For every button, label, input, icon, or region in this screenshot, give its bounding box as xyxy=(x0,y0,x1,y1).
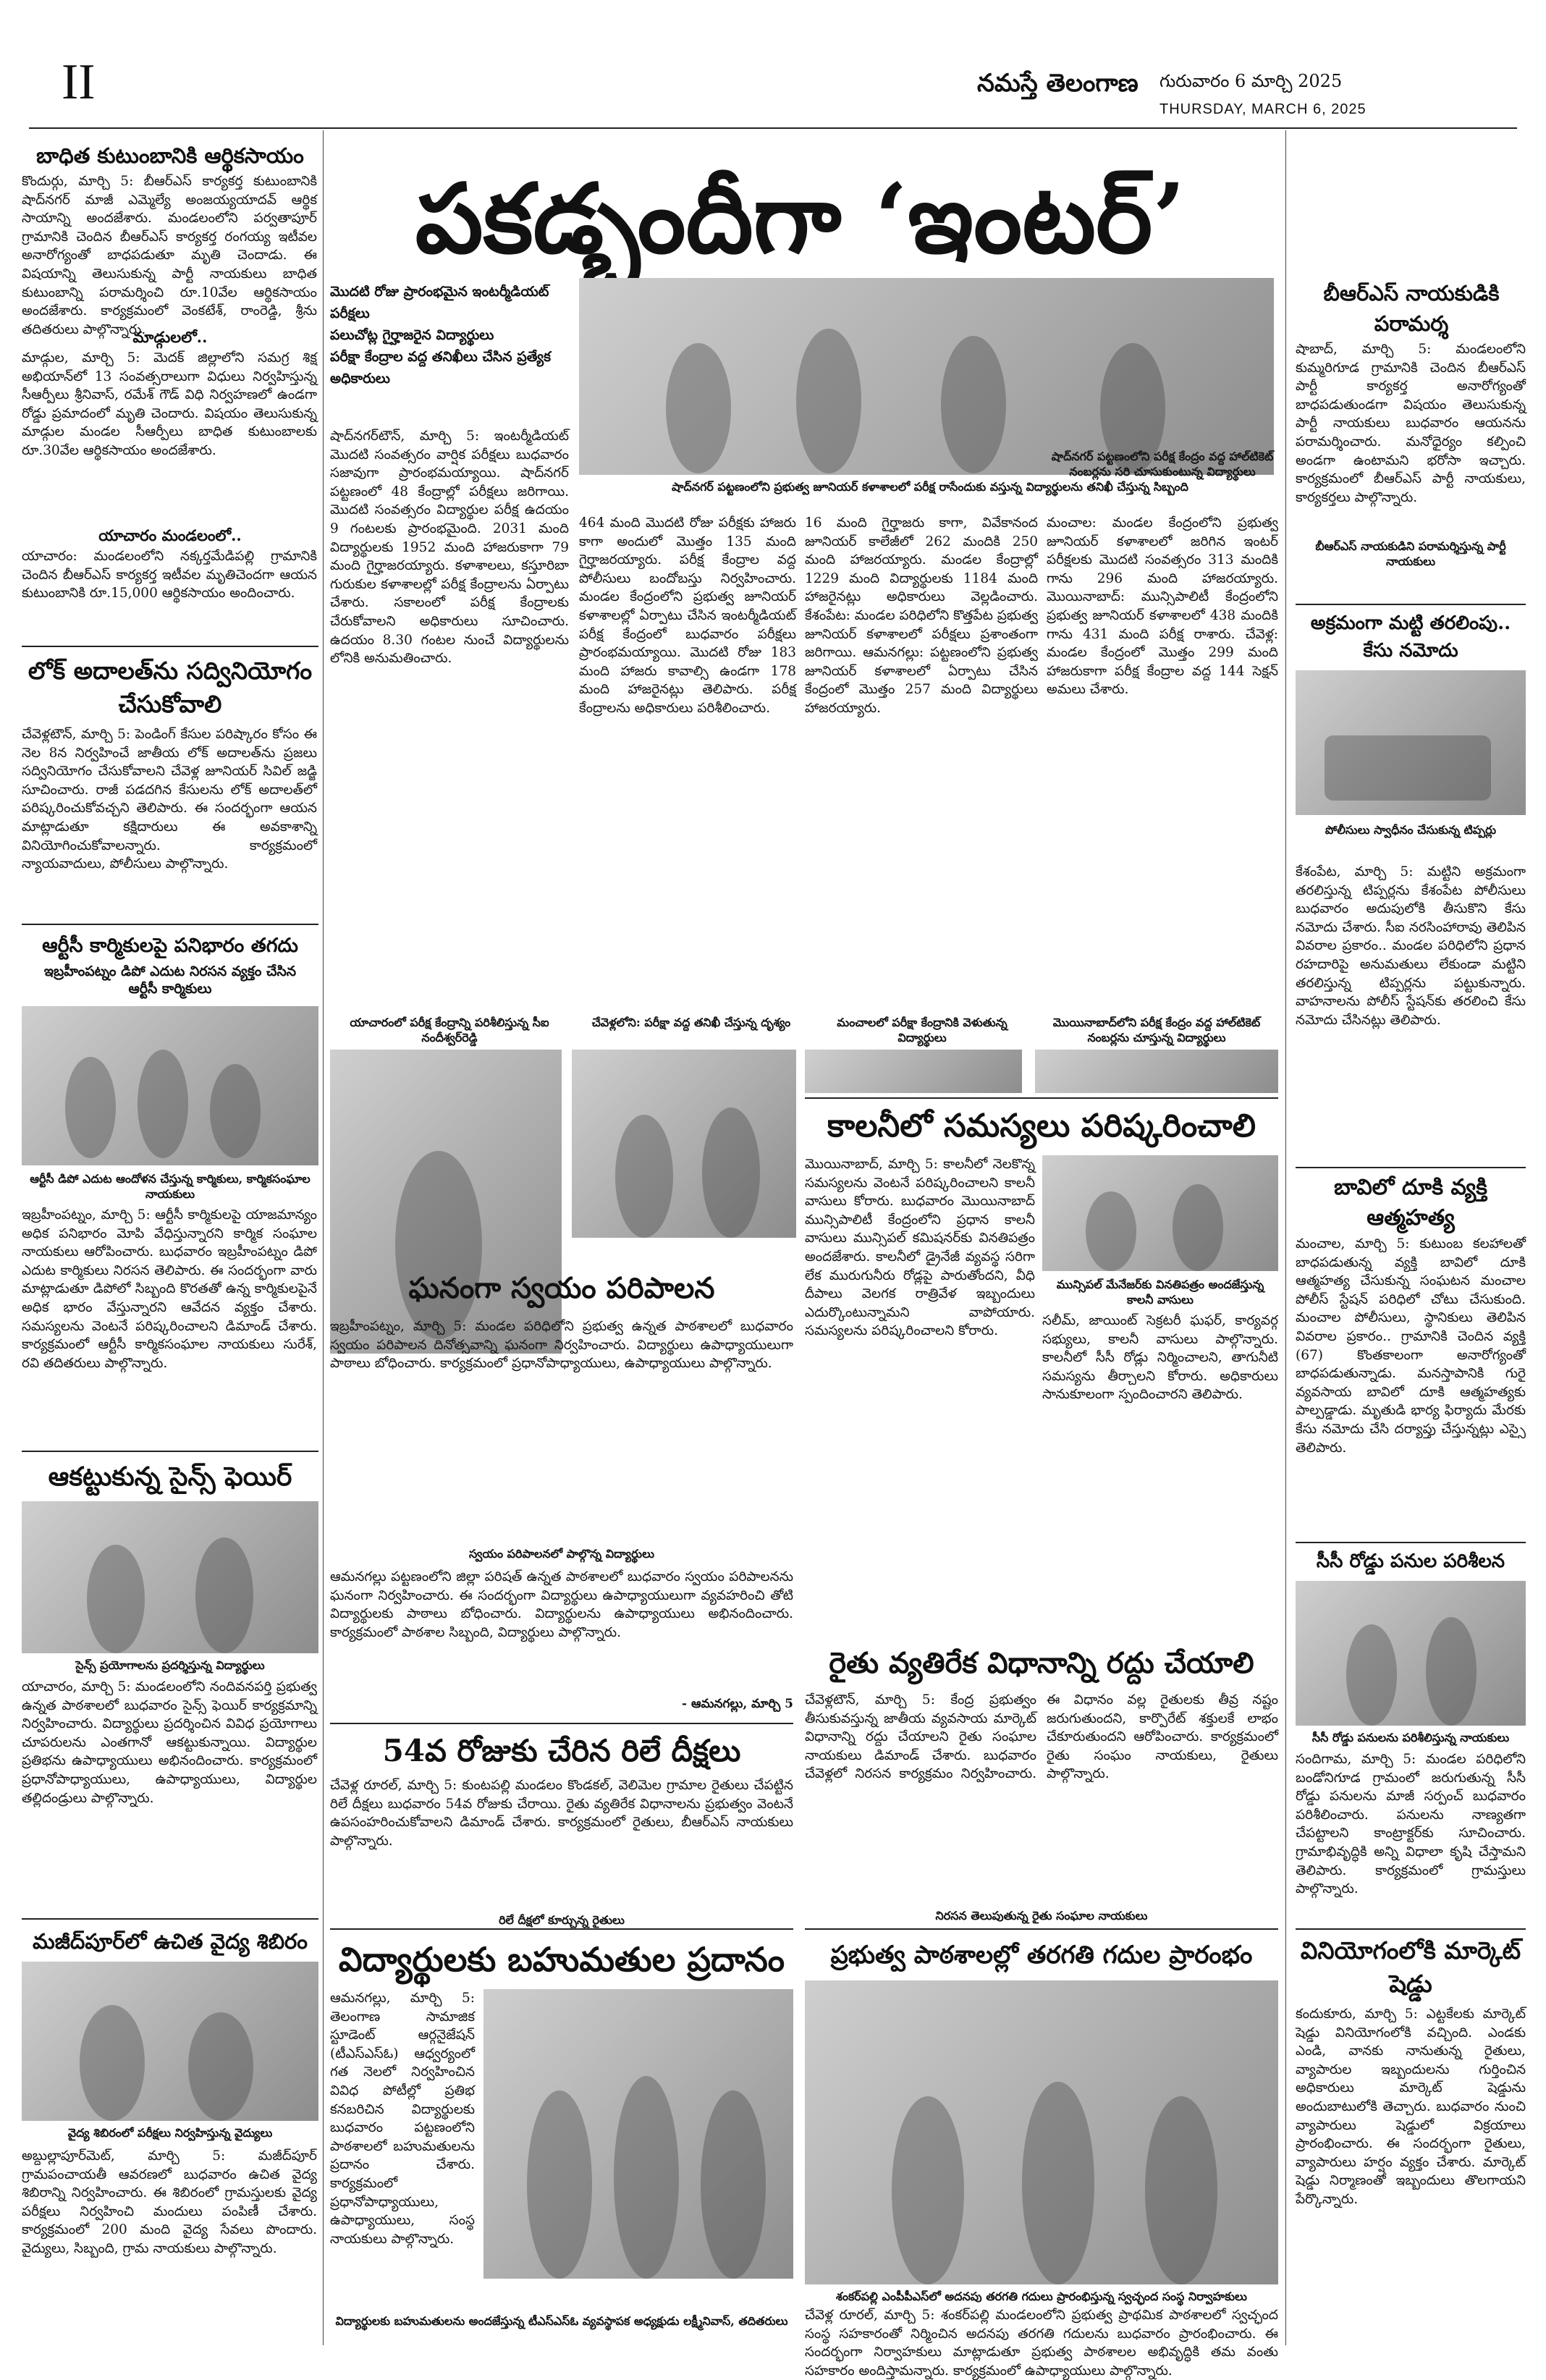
photo-student-prizes xyxy=(483,1989,793,2279)
caption-shadnagar-check: షాద్‌నగర్ పట్టణంలోని ప్రభుత్వ జూనియర్ కళాశాలలో పరీక్ష రాసేందుకు వస్తున్న విద్యార్థులను తనిఖీ చేస్తున్న సిబ్బంది xyxy=(672,480,1188,494)
lead-headline: పకడ్బందీగా ‘ఇంటర్’ xyxy=(415,163,1186,275)
article-relay-protest: చేవెళ్ల రూరల్, మార్చి 5: కుంటపల్లి మండలం కొండకల్, వెలిమెల గ్రామాల రైతులు చేపట్టిన రిలే దీక్షలు బుధవారం 54వ రోజుకు చేరాయి. రైతు వ్యతిరేక విధానాలను ప్రభుత్వం వెంటనే ఉపసంహరించుకోవాలని డిమాండ్ చేశారు. కార్యక్రమంలో రైతులు, బీఆర్ఎస్ నాయకులు పాల్గొన్నారు. xyxy=(330,1778,793,1849)
credit-self-governance: - ఆమనగల్లు, మార్చి 5 xyxy=(682,1697,793,1711)
article-farmer-policy: చేవెళ్లటౌన్, మార్చి 5: కేంద్ర ప్రభుత్వం తీసుకువస్తున్న జాతీయ వ్యవసాయ మార్కెట్ విధానాన్ని రద్దు చేయాలని రైతు సంఘాల నాయకులు డిమాండ్ చేశారు. బుధవారం చేవెళ్లలో నిరసన కార్యక్రమం నిర్వహించారు. ఈ విధానం వల్ల రైతులకు తీవ్ర నష్టం జరుగుతుందని, కార్పొరేట్ శక్తులకే లాభం చేకూరుతుందని ఆరోపించారు. కార్యక్రమంలో రైతు సంఘం నాయకులు, రైతులు పాల్గొన్నారు. xyxy=(805,1692,1278,1782)
left-column-divider xyxy=(323,130,324,2345)
caption-science-fair: సైన్స్ ప్రయోగాలను ప్రదర్శిస్తున్న విద్యార్థులు xyxy=(75,1658,265,1672)
caption-colony-petition: మున్సిపల్ మేనేజర్‌కు వినతిపత్రం అందజేస్తున్న కాలనీ వాసులు xyxy=(1056,1278,1264,1307)
article-science-fair: యాచారం, మార్చి 5: మండలంలోని నందివనపర్తి ప్రభుత్వ ఉన్నత పాఠశాలలో బుధవారం సైన్స్ ఫెయిర్ కార్యక్రమాన్ని నిర్వహించారు. విద్యార్థులు ప్రదర్శించిన వివిధ ప్రయోగాలు చూపరులను ఎంతగానో ఆకట్టుకున్నాయి. విద్యార్థుల ప్రతిభను ఉపాధ్యాయులు అభినందించారు. కార్యక్రమంలో ప్రధానోపాధ్యాయులు, ఉపాధ్యాయులు, విద్యార్థుల తల్లిదండ్రులు పాల్గొన్నారు. xyxy=(22,1679,317,1806)
photo-medical-camp xyxy=(22,1962,318,2121)
article-rtc-workers: ఇబ్రహీంపట్నం, మార్చి 5: ఆర్టీసీ కార్మికులపై యాజమాన్యం అధిక పనిభారం మోపి వేధిస్తున్నారని కార్మిక సంఘాల నాయకులు ఆరోపించారు. బుధవారం ఇబ్రహీంపట్నం డిపో ఎదుట కార్మికులు నిరసన తెలిపారు. ఈ సందర్భంగా వారు మాట్లాడుతూ డిపోలో సిబ్బంది కొరతతో ఉన్న కార్మికులపైనే అధిక భారం వేస్తున్నారని ఆవేదన వ్యక్తం చేశారు. సమస్యలను వెంటనే పరిష్కరించాలని డిమాండ్ చేశారు. కార్యక్రమంలో ఆర్టీసీ కార్మికసంఘాల నాయకులు సురేశ్, రవి తదితరులు పాల్గొన్నారు. xyxy=(22,1207,317,1371)
separator xyxy=(805,1097,1278,1099)
article-yacharam: యాచారం: మండలంలోని నక్కర్తమేడిపల్లి గ్రామానికి చెందిన బీఆర్ఎస్ కార్యకర్త ఇటీవల మృతిచెందగా ఆయన కుటుంబానికి రూ.15,000 ఆర్థికసాయం అందించారు. xyxy=(22,549,317,602)
photo-chevella-exam xyxy=(572,1050,796,1238)
article-self-governance-amangal: ఆమనగల్లు పట్టణంలోని జిల్లా పరిషత్ ఉన్నత పాఠశాలలో బుధవారం స్వయం పరిపాలనను ఘనంగా నిర్వహించారు. ఈ సందర్భంగా విద్యార్థులు ఉపాధ్యాయులుగా వ్యవహరించి తోటి విద్యార్థులకు పాఠాలు బోధించారు. విద్యార్థులను ఉపాధ్యాయులు అభినందించారు. కార్యక్రమంలో పాఠశాల సిబ్బంది, విద్యార్థులు పాల్గొన్నారు. xyxy=(330,1569,793,1640)
article-classrooms: చేవెళ్ల రూరల్, మార్చి 5: శంకర్‌పల్లి మండలంలోని ప్రభుత్వ ప్రాథమిక పాఠశాలలో స్వచ్ఛంద సంస్థ సహకారంతో నిర్మించిన అదనపు తరగతి గదులను బుధవారం ప్రారంభించారు. ఈ సందర్భంగా నిర్వాహకులు మాట్లాడుతూ ప్రభుత్వ పాఠశాలల అభివృద్ధికి తమ వంతు సహకారం అందిస్తామన్నారు. కార్యక్రమంలో ఉపాధ్యాయులు పాల్గొన్నారు. xyxy=(805,2308,1278,2379)
separator xyxy=(1296,604,1526,605)
photo-rtc-protest xyxy=(22,1006,318,1165)
caption-shadnagar-hallticket: షాద్‌నగర్ పట్టణంలోని పరీక్ష కేంద్రం వద్ద హాల్‌టికెట్ నంబర్లను సరి చూసుకుంటున్న విద్యార్థులు xyxy=(1051,450,1274,478)
masthead: నమస్తే తెలంగాణ xyxy=(977,69,1139,98)
headline-colony-issues: కాలనీలో సమస్యలు పరిష్కరించాలి xyxy=(827,1107,1256,1144)
caption-brs-visit: బీఆర్ఎస్ నాయకుడిని పరామర్శిస్తున్న పార్టీ నాయకులు xyxy=(1315,539,1506,568)
caption-farmer-policy: నిరసన తెలుపుతున్న రైతు సంఘాల నాయకులు xyxy=(935,1909,1148,1923)
headline-financial-aid: బాధిత కుటుంబానికి ఆర్థికసాయం xyxy=(36,143,304,168)
caption-manchala-exam: మంచాలలో పరీక్షా కేంద్రానికి వెళుతున్న విద్యార్థులు xyxy=(837,1016,1008,1045)
headline-lok-adalat: లోక్ అదాలత్‌ను సద్వినియోగం చేసుకోవాలి xyxy=(28,657,313,718)
photo-moinabad-exam xyxy=(1035,1050,1278,1093)
separator xyxy=(805,1928,1278,1930)
headline-market-shed: వినియోగంలోకి మార్కెట్ షెడ్డు xyxy=(1300,1936,1521,1998)
header-rule xyxy=(29,127,1517,129)
article-self-governance: ఇబ్రహీంపట్నం, మార్చి 5: మండల పరిధిలోని ప్రభుత్వ ఉన్నత పాఠశాలలో బుధవారం స్వయం పరిపాలన దినోత్సవాన్ని ఘనంగా నిర్వహించారు. విద్యార్థులు ఉపాధ్యాయులుగా పాఠాలు బోధించారు. కార్యక్రమంలో ప్రధానోపాధ్యాయులు, ఉపాధ్యాయులు పాల్గొన్నారు. xyxy=(330,1319,793,1372)
photo-manchala-exam xyxy=(805,1050,1022,1093)
headline-student-prizes: విద్యార్థులకు బహుమతుల ప్రదానం xyxy=(338,1940,785,1979)
caption-cc-road: సీసీ రోడ్డు పనులను పరిశీలిస్తున్న నాయకులు xyxy=(1311,1731,1510,1744)
caption-yacharam-exam: యాచారంలో పరీక్ష కేంద్రాన్ని పరిశీలిస్తున్న సీఐ నందీశ్వర్‌రెడ్డి xyxy=(350,1016,549,1045)
photo-seized-tippers xyxy=(1296,670,1526,815)
article-lok-adalat: చేవెళ్లటౌన్, మార్చి 5: పెండింగ్ కేసుల పరిష్కారం కోసం ఈ నెల 8న నిర్వహించే జాతీయ లోక్ అదాలత్‌ను ప్రజలు సద్వినియోగం చేసుకోవాలని చేవెళ్ల జూనియర్ సివిల్ జడ్జి సూచించారు. రాజీ పడదగిన కేసులను లోక్ అదాలత్‌లో పరిష్కరించుకోవచ్చని తెలిపారు. ఈ సందర్భంగా ఆయన మాట్లాడుతూ కక్షిదారులు ఈ అవకాశాన్ని వినియోగించుకోవాలన్నారు. కార్యక్రమంలో న్యాయవాదులు, పోలీసులు పాల్గొన్నారు. xyxy=(22,727,317,872)
article-illegal-soil: కేశంపేట, మార్చి 5: మట్టిని అక్రమంగా తరలిస్తున్న టిప్పర్లను కేశంపేట పోలీసులు బుధవారం అదుపులోకి తీసుకొని కేసు నమోదు చేశారు. సీఐ నరసింహారావు తెలిపిన వివరాల ప్రకారం.. మండల పరిధిలోని ప్రధాన రహదారిపై అనుమతులు లేకుండా మట్టిని తరలిస్తున్న టిప్పర్లను పట్టుకున్నారు. వాహనాలను పోలీస్ స్టేషన్‌కు తరలించి కేసు నమోదు చేసినట్లు తెలిపారు. xyxy=(1296,864,1526,1028)
separator xyxy=(22,646,318,647)
article-medical-camp: అబ్దుల్లాపూర్‌మెట్, మార్చి 5: మజీద్‌పూర్ గ్రామపంచాయతీ ఆవరణలో బుధవారం ఉచిత వైద్య శిబిరాన్ని నిర్వహించారు. ఈ శిబిరంలో గ్రామస్తులకు వైద్య పరీక్షలు నిర్వహించి మందులు పంపిణీ చేశారు. కార్యక్రమంలో 200 మంది వైద్య సేవలు పొందారు. వైద్యులు, సిబ్బంది, గ్రామ నాయకులు పాల్గొన్నారు. xyxy=(22,2148,317,2256)
page-number: II xyxy=(62,54,96,110)
caption-moinabad-exam: మొయినాబాద్‌లోని పరీక్ష కేంద్రం వద్ద హాల్‌టికెట్ నంబర్లను చూస్తున్న విద్యార్థులు xyxy=(1052,1016,1261,1045)
caption-self-governance: స్వయం పరిపాలనలో పాల్గొన్న విద్యార్థులు xyxy=(469,1547,654,1561)
lead-text-col4: మంచాల: మండల కేంద్రంలోని ప్రభుత్వ జూనియర్ కళాశాలలో జరిగిన ఇంటర్ పరీక్షలకు మొదటి సంవత్సరం 313 మందికి గాను 296 మంది హాజరయ్యారు. మొయినాబాద్: మున్సిపాలిటీ కేంద్రంలోని ప్రభుత్వ జూనియర్ కళాశాలలో 438 మందికి గాను 431 మంది పరీక్ష రాశారు. చేవెళ్ల: మండల కేంద్రంలో మొత్తం 299 మంది హాజరుకాగా పరీక్ష కేంద్రాల వద్ద 144 సెక్షన్ అమలు చేశారు. xyxy=(1047,515,1278,698)
article-madgula: మాడ్గుల, మార్చి 5: మెదక్ జిల్లాలోని సమగ్ర శిక్ష అభియాన్‌లో 13 సంవత్సరాలుగా విధులు నిర్వహిస్తున్న సీఆర్పీలు శ్రీనివాస్, రమేశ్ గౌడ్ విధి నిర్వహణలో ఉండగా రోడ్డు ప్రమాదంలో మృతి చెందారు. విషయం తెలుసుకున్న మాడ్గుల మండల సీఆర్పీలు బాధిత కుటుంబాలకు రూ.30వేల ఆర్థికసాయం అందజేశారు. xyxy=(22,350,317,458)
photo-colony-petition xyxy=(1042,1155,1278,1271)
separator xyxy=(1296,1928,1526,1930)
article-market-shed: కందుకూరు, మార్చి 5: ఎట్టకేలకు మార్కెట్ షెడ్డు వినియోగంలోకి వచ్చింది. ఎండకు ఎండి, వానకు నానుతున్న రైతులు, వ్యాపారుల ఇబ్బందులను గుర్తించిన అధికారులు మార్కెట్ షెడ్డును అందుబాటులోకి తెచ్చారు. బుధవారం నుంచి వ్యాపారులు షెడ్డులో విక్రయాలు ప్రారంభించారు. ఈ సందర్భంగా రైతులు, వ్యాపారులు హర్షం వ్యక్తం చేశారు. మార్కెట్ షెడ్డు నిర్మాణంతో ఇబ్బందులు తొలగాయని పేర్కొన్నారు. xyxy=(1296,2006,1526,2207)
date-english: THURSDAY, MARCH 6, 2025 xyxy=(1160,101,1367,117)
lead-bullets: మొదటి రోజు ప్రారంభమైన ఇంటర్మీడియట్ పరీక్షలు పలుచోట్ల గైర్హాజరైన విద్యార్థులు పరీక్షా కేంద్రాల వద్ద తనిఖీలు చేసిన ప్రత్యేక అధికారులు xyxy=(330,284,552,387)
separator xyxy=(22,1918,318,1920)
article-colony-issues: మొయినాబాద్, మార్చి 5: కాలనీలో నెలకొన్న సమస్యలను వెంటనే పరిష్కరించాలని కాలనీ వాసులు కోరారు. బుధవారం మొయినాబాద్ మున్సిపాలిటీ కేంద్రంలోని ప్రధాన కాలనీ వాసులు మున్సిపల్ కమిషనర్‌కు వినతిపత్రం అందజేశారు. కాలనీలో డ్రైనేజీ వ్యవస్థ సరిగా లేక మురుగునీరు రోడ్లపై పారుతోందని, వీధి దీపాలు వెలగక రాత్రివేళ ఇబ్బందులు ఎదుర్కొంటున్నామని వాపోయారు. సమస్యలను పరిష్కరించాలని కోరారు. xyxy=(805,1157,1035,1339)
headline-classrooms: ప్రభుత్వ పాఠశాలల్లో తరగతి గదుల ప్రారంభం xyxy=(830,1941,1253,1970)
headline-cc-road: సీసీ రోడ్డు పనుల పరిశీలన xyxy=(1316,1550,1505,1572)
photo-classrooms xyxy=(805,1980,1278,2284)
headline-science-fair: ఆకట్టుకున్న సైన్స్ ఫెయిర్ xyxy=(48,1461,292,1492)
caption-seized-tippers: పోలీసులు స్వాధీనం చేసుకున్న టిప్పర్లు xyxy=(1325,823,1497,837)
article-brs-visit: షాబాద్, మార్చి 5: మండలంలోని కుమ్మరిగూడ గ్రామానికి చెందిన బీఆర్ఎస్ పార్టీ కార్యకర్త అనారోగ్యంతో బాధపడుతుండగా విషయం తెలుసుకున్న పార్టీ నాయకులు బుధవారం ఆయనను పరామర్శించారు. మనోధైర్యం కల్పించి అండగా ఉంటామని భరోసా ఇచ్చారు. కార్యక్రమంలో బీఆర్ఎస్ పార్టీ నాయకులు, కార్యకర్తలు పాల్గొన్నారు. xyxy=(1296,342,1526,505)
separator xyxy=(330,1928,793,1930)
headline-relay-protest: 54వ రోజుకు చేరిన రిలే దీక్షలు xyxy=(382,1733,741,1768)
article-cc-road: సందిగామ, మార్చి 5: మండల పరిధిలోని బండోనిగూడ గ్రామంలో జరుగుతున్న సీసీ రోడ్డు పనులను మాజీ సర్పంచ్ బుధవారం పరిశీలించారు. పనులను నాణ్యతగా చేపట్టాలని కాంట్రాక్టర్‌కు సూచించారు. గ్రామాభివృద్ధికి అన్ని విధాలా కృషి చేస్తామని తెలిపారు. కార్యక్రమంలో గ్రామస్తులు పాల్గొన్నారు. xyxy=(1296,1752,1526,1897)
right-column-divider xyxy=(1285,130,1286,2345)
caption-medical-camp: వైద్య శిబిరంలో పరీక్షలు నిర్వహిస్తున్న వైద్యులు xyxy=(67,2126,273,2140)
separator xyxy=(330,1723,793,1724)
caption-student-prizes: విద్యార్థులకు బహుమతులను అందజేస్తున్న టీఎస్ఎస్ఓ వ్యవస్థాపక అధ్యక్షుడు లక్ష్మీనివాస్, తదితరులు xyxy=(335,2314,788,2328)
lead-text-col2: 464 మంది మొదటి రోజు పరీక్షకు హాజరు కాగా అందులో మొత్తం 135 మంది గైర్హాజరయ్యారు. పరీక్ష కేంద్రాల వద్ద పోలీసులు బందోబస్తు నిర్వహించారు. మండల కేంద్రంలోని ప్రభుత్వ జూనియర్ కళాశాలల్లో ఏర్పాటు చేసిన ఇంటర్మీడియట్ పరీక్ష కేంద్రంలో బుధవారం పరీక్షలు ప్రారంభమయ్యాయి. మొదటి రోజు 183 మంది హాజరు కావాల్సి ఉండగా 178 మంది హాజరైనట్లు తెలిపారు. పరీక్ష కేంద్రాలను అధికారులు పరిశీలించారు. xyxy=(579,515,796,716)
article-financial-aid: కొందుర్గు, మార్చి 5: బీఆర్ఎస్ కార్యకర్త కుటుంబానికి షాద్‌నగర్ మాజీ ఎమ్మెల్యే అంజయ్యయాదవ్ ఆర్థిక సాయాన్ని అందజేశారు. మండలంలోని పర్వతాపూర్ గ్రామానికి చెందిన బీఆర్ఎస్ కార్యకర్త రంగయ్య ఇటీవల అనారోగ్యంతో బాధపడుతూ మృతి చెందాడు. ఈ విషయాన్ని తెలుసుకున్న పార్టీ నాయకులు బాధిత కుటుంబాన్ని పరామర్శించి రూ.10వేల ఆర్థికసాయం అందజేశారు. కార్యక్రమంలో వెంకటేశ్, రాంరెడ్డి, శ్రీను తదితరులు పాల్గొన్నారు. xyxy=(22,174,317,337)
article-well-suicide: మంచాల, మార్చి 5: కుటుంబ కలహాలతో బాధపడుతున్న వ్యక్తి బావిలో దూకి ఆత్మహత్య చేసుకున్న సంఘటన మంచాల పోలీస్ స్టేషన్ పరిధిలో చోటు చేసుకుంది. మంచాల పోలీసులు, స్థానికులు తెలిపిన వివరాల ప్రకారం.. గ్రామానికి చెందిన వ్యక్తి (67) కొంతకాలంగా అనారోగ్యంతో బాధపడుతున్నాడు. మనస్తాపానికి గురై వ్యవసాయ బావిలో దూకి ఆత్మహత్యకు పాల్పడ్డాడు. మృతుడి భార్య ఫిర్యాదు మేరకు కేసు నమోదు చేసి దర్యాప్తు చేస్తున్నట్లు ఎస్సై తెలిపారు. xyxy=(1296,1236,1526,1456)
article-colony-issues-cont: సలీమ్, జాయింట్ సెక్రటరీ ఘఫర్, కార్యవర్గ సభ్యులు, కాలనీ వాసులు పాల్గొన్నారు. కాలనీలో సీసీ రోడ్లు నిర్మించాలని, తాగునీటి సమస్యను తీర్చాలని కోరారు. అధికారులు సానుకూలంగా స్పందించారని తెలిపారు. xyxy=(1042,1313,1278,1403)
headline-brs-visit: బీఆర్ఎస్ నాయకుడికి పరామర్శ xyxy=(1323,281,1500,336)
separator xyxy=(22,1451,318,1452)
caption-classrooms: శంకర్‌పల్లి ఎంపీపీఎస్‌లో అదనపు తరగతి గదులు ప్రారంభిస్తున్న స్వచ్ఛంద సంస్థ నిర్వాహకులు xyxy=(836,2290,1247,2303)
headline-medical-camp: మజీద్‌పూర్‌లో ఉచిత వైద్య శిబిరం xyxy=(33,1929,308,1954)
lead-text-col3: 16 మంది గైర్హాజరు కాగా, వివేకానంద జూనియర్ కాలేజీలో 262 మందికి 250 మంది హాజరయ్యారు. మండల కేంద్రాల్లో 1229 మంది విద్యార్థులకు 1184 మంది హాజరైనట్లు అధికారులు వెల్లడించారు. కేశంపేట: మండల పరిధిలోని కొత్తపేట ప్రభుత్వ జూనియర్ కళాశాలలో పరీక్షలు ప్రశాంతంగా జరిగాయి. ఆమనగల్లు: పట్టణంలోని ప్రభుత్వ జూనియర్ కళాశాలలో ఏర్పాటు చేసిన కేంద్రంలో మొత్తం 257 మంది విద్యార్థులు హాజరయ్యారు. xyxy=(805,515,1038,716)
kicker-rtc-workers: ఇబ్రహీంపట్నం డిపో ఎదుట నిరసన వ్యక్తం చేసిన ఆర్టీసీ కార్మికులు xyxy=(43,963,297,997)
subhead-madgula: మాడ్గులలో.. xyxy=(132,328,208,346)
headline-farmer-policy: రైతు వ్యతిరేక విధానాన్ని రద్దు చేయాలి xyxy=(829,1646,1254,1680)
headline-well-suicide: బావిలో దూకి వ్యక్తి ఆత్మహత్య xyxy=(1334,1175,1487,1231)
separator xyxy=(1296,1542,1526,1543)
photo-cc-road xyxy=(1296,1581,1526,1726)
date-telugu: గురువారం 6 మార్చి 2025 xyxy=(1160,71,1343,91)
caption-relay-protest: రిలే దీక్షలో కూర్చున్న రైతులు xyxy=(499,1913,625,1927)
subhead-yacharam: యాచారం మండలంలో.. xyxy=(98,526,242,544)
headline-illegal-soil: అక్రమంగా మట్టి తరలింపు.. కేసు నమోదు xyxy=(1310,612,1511,662)
photo-science-fair xyxy=(22,1501,318,1653)
separator xyxy=(1296,1167,1526,1168)
article-student-prizes: ఆమనగల్లు, మార్చి 5: తెలంగాణ సామాజిక స్టూడెంట్ ఆర్గనైజేషన్ (టీఎస్ఎస్ఓ) ఆధ్వర్యంలో గత నెలలో నిర్వహించిన వివిధ పోటీల్లో ప్రతిభ కనబరిచిన విద్యార్థులకు బుధవారం పట్టణంలోని పాఠశాలలో బహుమతులను ప్రదానం చేశారు. కార్యక్రమంలో ప్రధానోపాధ్యాయులు, ఉపాధ్యాయులు, సంస్థ నాయకులు పాల్గొన్నారు. xyxy=(330,1991,475,2247)
caption-rtc-protest: ఆర్టీసీ డిపో ఎదుట ఆందోళన చేస్తున్న కార్మికులు, కార్మికసంఘాల నాయకులు xyxy=(30,1172,311,1201)
caption-chevella-exam: చేవెళ్లలోని: పరీక్షా వద్ద తనిఖీ చేస్తున్న దృశ్యం xyxy=(591,1016,791,1029)
lead-text-col1: షాద్‌నగర్‌టౌన్, మార్చి 5: ఇంటర్మీడియట్ మొదటి సంవత్సరం వార్షిక పరీక్షలు బుధవారం సజావుగా ప్రారంభమయ్యాయి. షాద్‌నగర్ పట్టణంలో 48 కేంద్రాల్లో పరీక్షలు జరిగాయి. మొదటి సంవత్సరం విద్యార్థుల పరీక్ష ఉదయం 9 గంటలకు ప్రారంభమైంది. 2031 మంది విద్యార్థులకు 1952 మంది హాజరుకాగా 79 మంది గైర్హాజరయ్యారు. కళాశాలలు, కస్తూరిబా గురుకుల కళాశాలల్లో పరీక్ష కేంద్రాలను ఏర్పాటు చేశారు. సకాలంలో పరీక్ష కేంద్రాలకు చేరుకోవాలని అధికారులు సూచించారు. ఉదయం 8.30 గంటల నుంచే విద్యార్థులను లోనికి అనుమతించారు. xyxy=(330,429,569,667)
separator xyxy=(22,924,318,925)
headline-rtc-workers: ఆర్టీసీ కార్మికులపై పనిభారం తగదు xyxy=(42,934,298,957)
headline-self-governance: ఘనంగా స్వయం పరిపాలన xyxy=(408,1271,715,1305)
